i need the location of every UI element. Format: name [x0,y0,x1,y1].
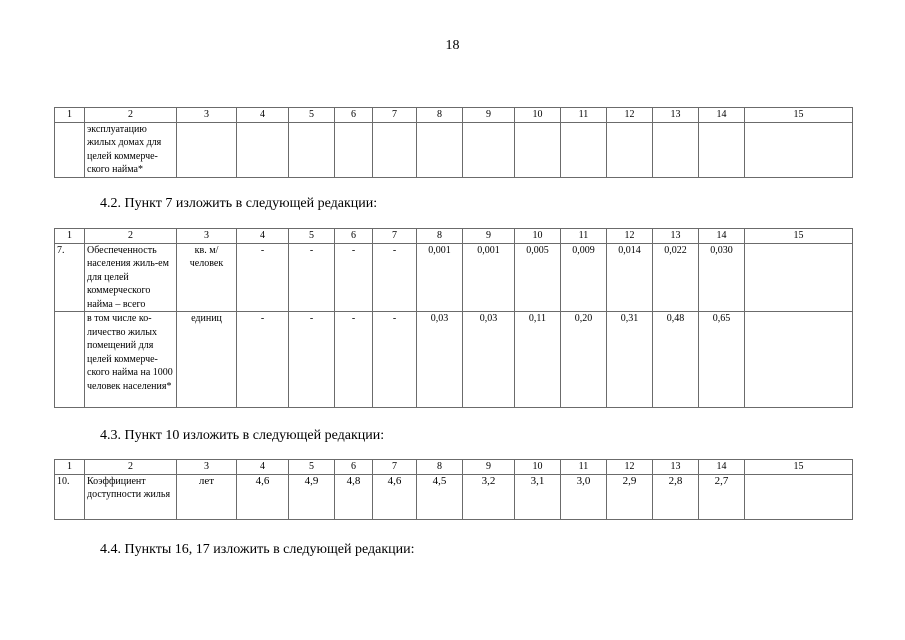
table-cell: 4,9 [289,474,335,519]
table-cell [373,122,417,177]
table-cell [177,122,237,177]
column-number-cell: 12 [607,229,653,244]
table-continuation [54,107,853,178]
column-number-cell: 7 [373,108,417,123]
table-cell: 0,31 [607,312,653,408]
column-number-cell: 8 [417,460,463,475]
table-item-10 [54,459,853,520]
table-cell [745,474,853,519]
indicator-name-cell: Обеспеченность населения жиль-ем для целей коммерческого найма – всего [85,243,177,312]
table-cell: 0,022 [653,243,699,312]
table-cell: - [289,243,335,312]
table-cell: 0,03 [417,312,463,408]
table-cell: 0,03 [463,312,515,408]
table-cell: - [335,312,373,408]
column-number-cell: 2 [85,460,177,475]
column-number-cell: 1 [55,460,85,475]
table-cell [417,122,463,177]
table-cell: 4,8 [335,474,373,519]
column-number-cell: 3 [177,108,237,123]
table-cell [55,122,85,177]
table-cell: 4,6 [373,474,417,519]
column-number-cell: 13 [653,460,699,475]
table-cell: 3,2 [463,474,515,519]
column-number-cell: 10 [515,108,561,123]
table-cell [335,122,373,177]
table-cell [289,122,335,177]
column-number-cell: 15 [745,460,853,475]
paragraph-item-4-2: 4.2. Пункт 7 изложить в следующей редакции: [100,196,378,211]
column-number-cell: 5 [289,108,335,123]
column-number-cell: 2 [85,229,177,244]
column-number-cell: 10 [515,229,561,244]
column-number-cell: 6 [335,229,373,244]
column-number-cell: 15 [745,108,853,123]
table-cell: 2,8 [653,474,699,519]
column-number-cell: 6 [335,460,373,475]
table-cell [607,122,653,177]
table-cell: лет [177,474,237,519]
table-cell: 4,6 [237,474,289,519]
column-number-cell: 9 [463,460,515,475]
table-cell [55,312,85,408]
table-cell [653,122,699,177]
table-cell: - [335,243,373,312]
table-cell [237,122,289,177]
table-cell: кв. м/ человек [177,243,237,312]
column-number-cell: 11 [561,229,607,244]
table-row [55,474,853,519]
table-cell: 0,65 [699,312,745,408]
column-number-cell: 10 [515,460,561,475]
column-number-cell: 11 [561,108,607,123]
table-cell: 0,030 [699,243,745,312]
column-number-cell: 9 [463,229,515,244]
column-number-cell: 8 [417,229,463,244]
column-number-cell: 14 [699,460,745,475]
column-number-cell: 4 [237,229,289,244]
table-cell [515,122,561,177]
column-number-cell: 4 [237,108,289,123]
paragraph-item-4-4: 4.4. Пункты 16, 17 изложить в следующей редакции: [100,542,415,557]
table-cell [699,122,745,177]
column-number-row [55,229,853,244]
table-cell: 2,7 [699,474,745,519]
paragraph-item-4-3: 4.3. Пункт 10 изложить в следующей редакции: [100,428,385,443]
table-cell: - [373,243,417,312]
table-cell [561,122,607,177]
table-cell: - [289,312,335,408]
column-number-cell: 1 [55,108,85,123]
indicator-name-cell: эксплуатацию жилых домах для целей коммерче-ского найма* [85,122,177,177]
column-number-cell: 12 [607,460,653,475]
table-cell: 0,001 [463,243,515,312]
indicator-name-cell: Коэффициент доступности жилья [85,474,177,519]
column-number-cell: 13 [653,108,699,123]
table-item-7 [54,228,853,408]
column-number-cell: 6 [335,108,373,123]
column-number-cell: 9 [463,108,515,123]
column-number-cell: 8 [417,108,463,123]
page-number: 18 [445,38,460,53]
table-cell [745,122,853,177]
table-cell: 0,014 [607,243,653,312]
table-cell: 2,9 [607,474,653,519]
column-number-cell: 5 [289,229,335,244]
indicator-name-cell: в том числе ко-личество жилых помещений для целей коммерче-ского найма на 1000 человек населения* [85,312,177,408]
column-number-row [55,460,853,475]
column-number-cell: 12 [607,108,653,123]
table-cell: - [237,312,289,408]
table-cell: - [237,243,289,312]
column-number-cell: 7 [373,460,417,475]
column-number-cell: 14 [699,229,745,244]
table-cell: 3,0 [561,474,607,519]
column-number-row [55,108,853,123]
column-number-cell: 14 [699,108,745,123]
column-number-cell: 1 [55,229,85,244]
column-number-cell: 7 [373,229,417,244]
column-number-cell: 3 [177,229,237,244]
column-number-cell: 13 [653,229,699,244]
table-cell: 10. [55,474,85,519]
table-cell: 7. [55,243,85,312]
table-cell: единиц [177,312,237,408]
table-row [55,312,853,408]
table-cell [745,243,853,312]
column-number-cell: 2 [85,108,177,123]
table-cell: 0,11 [515,312,561,408]
table-cell: - [373,312,417,408]
column-number-cell: 11 [561,460,607,475]
table-cell: 0,001 [417,243,463,312]
column-number-cell: 3 [177,460,237,475]
table-cell: 3,1 [515,474,561,519]
column-number-cell: 5 [289,460,335,475]
table-row [55,122,853,177]
table-row [55,243,853,312]
column-number-cell: 15 [745,229,853,244]
column-number-cell: 4 [237,460,289,475]
table-cell: 0,48 [653,312,699,408]
table-cell: 0,005 [515,243,561,312]
table-cell [745,312,853,408]
table-cell: 0,20 [561,312,607,408]
table-cell [463,122,515,177]
table-cell: 0,009 [561,243,607,312]
table-cell: 4,5 [417,474,463,519]
